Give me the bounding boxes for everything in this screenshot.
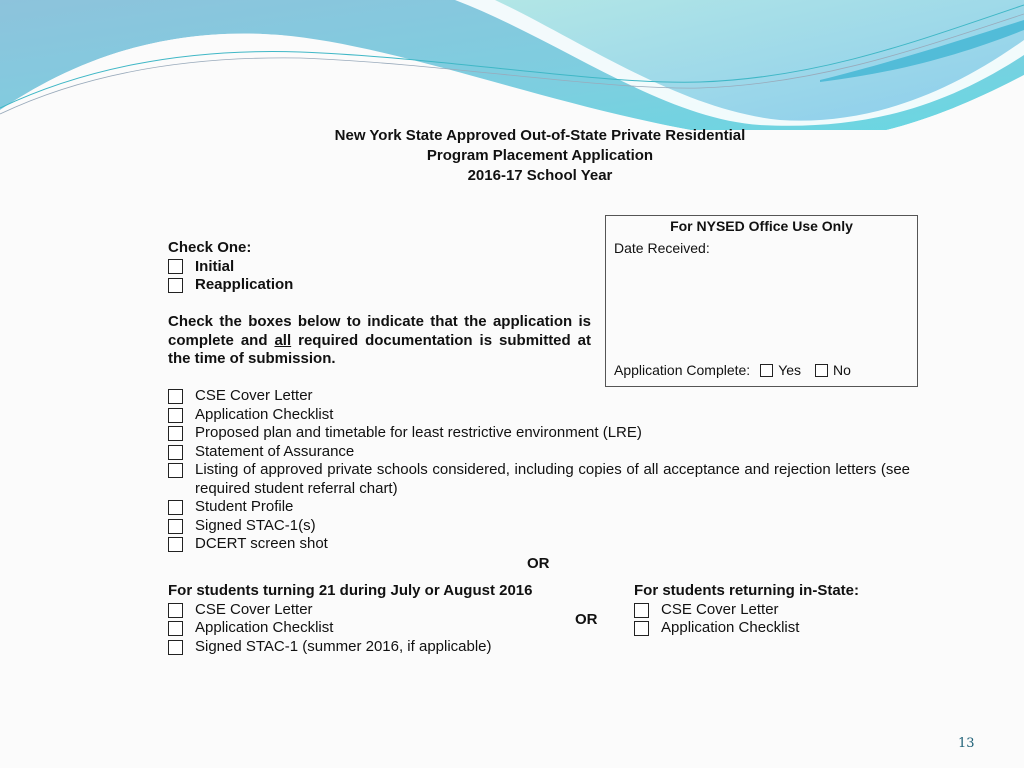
initial-checkbox[interactable] xyxy=(168,259,183,274)
document-checkbox[interactable] xyxy=(168,519,183,534)
option-initial[interactable] xyxy=(168,258,293,277)
document-label: Application Checklist xyxy=(661,619,800,636)
list-item[interactable] xyxy=(634,619,859,638)
document-checkbox[interactable] xyxy=(168,389,183,404)
yes-label: Yes xyxy=(778,362,802,378)
document-label: Proposed plan and timetable for least restrictive environment (LRE) xyxy=(195,424,642,441)
list-item[interactable] xyxy=(168,601,532,620)
document-label: Student Profile xyxy=(195,498,294,515)
document-checkbox[interactable] xyxy=(168,445,183,460)
office-box-title: For NYSED Office Use Only xyxy=(670,218,853,234)
title-line-1: New York State Approved Out-of-State Private Residential xyxy=(334,127,746,144)
option-label: Reapplication xyxy=(195,276,294,293)
or-separator-middle: OR xyxy=(575,611,598,628)
list-item[interactable] xyxy=(168,387,910,406)
list-item[interactable] xyxy=(168,498,910,517)
instructions-part-1: Check the boxes below to indicate that the application is complete and xyxy=(168,313,591,349)
instructions-text xyxy=(168,313,591,369)
list-item[interactable] xyxy=(168,517,910,536)
document-checkbox[interactable] xyxy=(168,500,183,515)
or-separator: OR xyxy=(527,555,550,572)
list-item[interactable] xyxy=(168,461,910,498)
application-complete-label: Application Complete: xyxy=(614,362,751,378)
document-checkbox[interactable] xyxy=(168,408,183,423)
instructions-underlined: all xyxy=(274,331,292,349)
no-label: No xyxy=(833,362,851,378)
document-checkbox[interactable] xyxy=(168,621,183,636)
title-line-3: 2016-17 School Year xyxy=(467,167,613,184)
title-line-2: Program Placement Application xyxy=(426,147,654,164)
document-checkbox[interactable] xyxy=(634,621,649,636)
list-item[interactable] xyxy=(168,406,910,425)
turning-21-section xyxy=(168,582,532,656)
document-checkbox[interactable] xyxy=(168,463,183,478)
reapplication-checkbox[interactable] xyxy=(168,278,183,293)
document-title xyxy=(240,126,840,186)
list-item[interactable] xyxy=(168,424,910,443)
list-item[interactable] xyxy=(168,443,910,462)
document-label: Application Checklist xyxy=(195,619,334,636)
document-label: Signed STAC-1 (summer 2016, if applicable) xyxy=(195,637,492,655)
turning-21-title: For students turning 21 during July or August 2016 xyxy=(168,582,533,599)
list-item[interactable] xyxy=(168,619,532,638)
office-use-box xyxy=(605,215,918,387)
header-wave-banner xyxy=(0,0,1024,130)
page-number: 13 xyxy=(958,736,975,751)
list-item[interactable] xyxy=(168,535,910,554)
document-label: CSE Cover Letter xyxy=(195,387,313,404)
list-item[interactable] xyxy=(168,638,532,657)
document-label: Listing of approved private schools considered, including copies of all acceptance and rejection letters (see required student referral chart) xyxy=(195,461,910,497)
document-label: Signed STAC-1(s) xyxy=(195,516,316,534)
document-checkbox[interactable] xyxy=(634,603,649,618)
check-one-label: Check One: xyxy=(168,239,252,256)
document-label: Statement of Assurance xyxy=(195,442,355,460)
document-label: Application Checklist xyxy=(195,405,334,423)
document-label: DCERT screen shot xyxy=(195,535,328,552)
returning-title: For students returning in-State: xyxy=(634,582,859,599)
no-checkbox[interactable] xyxy=(815,364,828,377)
option-label: Initial xyxy=(195,257,235,275)
document-checkbox[interactable] xyxy=(168,426,183,441)
option-reapplication[interactable] xyxy=(168,276,293,295)
returning-in-state-section xyxy=(634,582,859,638)
document-checkbox[interactable] xyxy=(168,603,183,618)
date-received-label: Date Received: xyxy=(614,240,710,256)
required-documents-list xyxy=(168,387,910,554)
application-complete-row xyxy=(614,362,851,378)
list-item[interactable] xyxy=(634,601,859,620)
document-checkbox[interactable] xyxy=(168,537,183,552)
document-label: CSE Cover Letter xyxy=(661,600,779,618)
check-one-section xyxy=(168,239,293,295)
yes-checkbox[interactable] xyxy=(760,364,773,377)
instructions-part-2: required documentation is submitted at the time of submission. xyxy=(168,331,591,367)
document-label: CSE Cover Letter xyxy=(195,600,313,618)
document-checkbox[interactable] xyxy=(168,640,183,655)
